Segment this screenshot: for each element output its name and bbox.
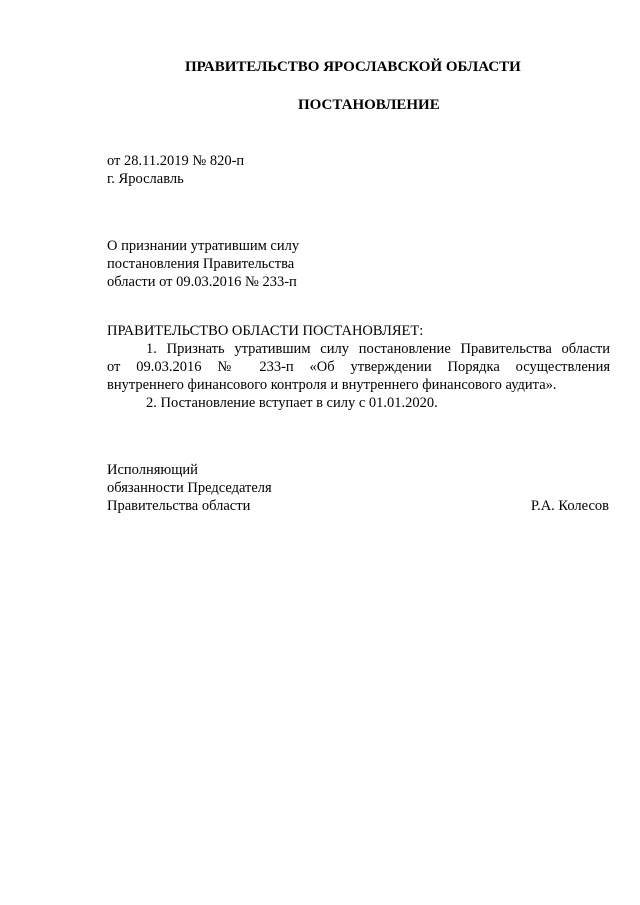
item-1-line: 1. Признать утратившим силу постановление Правительства области	[146, 341, 610, 357]
signatory-title-line: Правительства области	[107, 498, 251, 514]
resolution-intro: ПРАВИТЕЛЬСТВО ОБЛАСТИ ПОСТАНОВЛЯЕТ:	[107, 323, 424, 339]
item-1-line: от 09.03.2016 № 233-п «Об утверждении Порядка осуществления	[107, 359, 610, 375]
subject-line: постановления Правительства	[107, 256, 295, 272]
item-2: 2. Постановление вступает в силу с 01.01.2020.	[146, 395, 438, 411]
government-title: ПРАВИТЕЛЬСТВО ЯРОСЛАВСКОЙ ОБЛАСТИ	[185, 59, 521, 75]
subject-line: О признании утратившим силу	[107, 238, 300, 254]
document-date-number: от 28.11.2019 № 820-п	[107, 153, 245, 169]
signatory-title-line: Исполняющий	[107, 462, 198, 478]
signatory-name: Р.А. Колесов	[530, 498, 609, 514]
document-type: ПОСТАНОВЛЕНИЕ	[298, 97, 440, 113]
document-city: г. Ярославль	[107, 171, 184, 187]
signatory-title-line: обязанности Председателя	[107, 480, 272, 496]
item-1-line: внутреннего финансового контроля и внутреннего финансового аудита».	[107, 377, 557, 393]
subject-line: области от 09.03.2016 № 233-п	[107, 274, 297, 290]
